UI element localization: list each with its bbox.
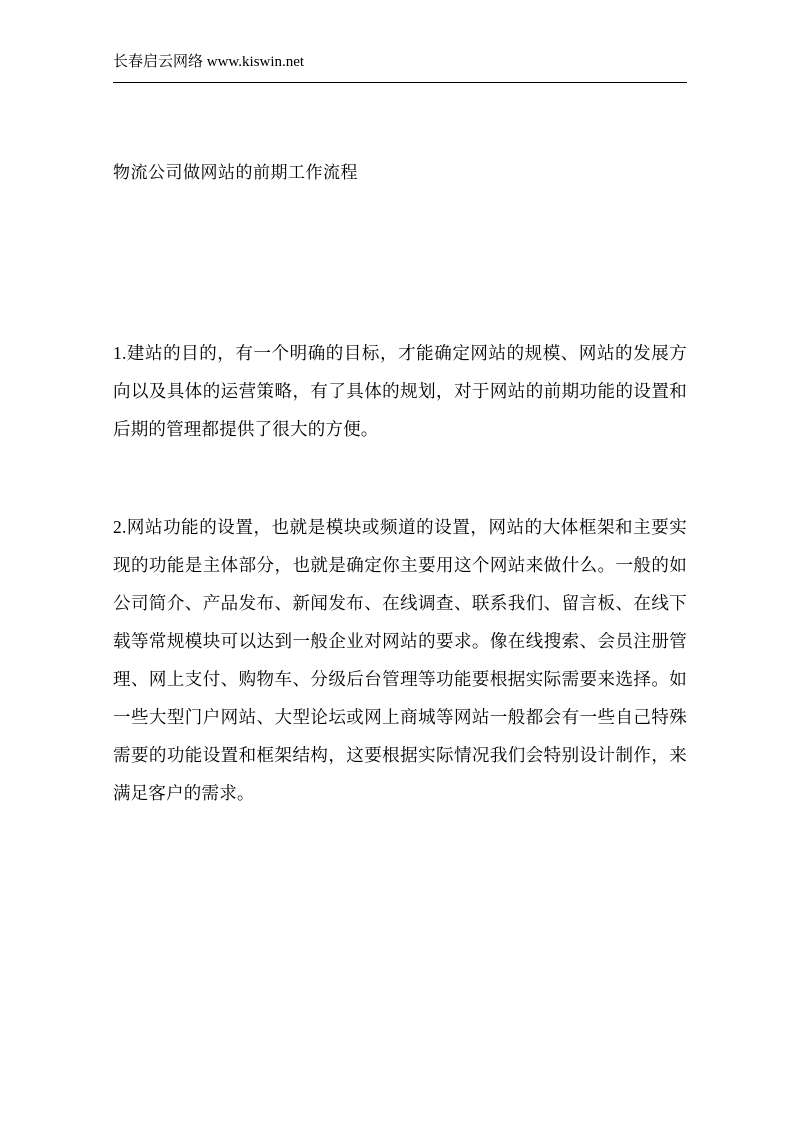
paragraph-1: 1.建站的目的，有一个明确的目标，才能确定网站的规模、网站的发展方向以及具体的运营策略，有了具体的规划，对于网站的前期功能的设置和后期的管理都提供了很大的方便。 bbox=[113, 343, 687, 439]
page-title: 物流公司做网站的前期工作流程 bbox=[113, 163, 358, 182]
header-company-line: 长春启云网络 www.kiswin.net bbox=[113, 54, 305, 70]
header-divider bbox=[113, 82, 687, 83]
paragraph-2: 2.网站功能的设置，也就是模块或频道的设置，网站的大体框架和主要实现的功能是主体部分，也就是确定你主要用这个网站来做什么。一般的如公司简介、产品发布、新闻发布、在线调查、联系我们、留言板、在线下载等常规模块可以达到一般企业对网站的要求。像在线搜索、会员注册管理、网上支付、购物车、分级后台管理等功能要根据实际需要来选择。如一些大型门户网站、大型论坛或网上商城等网站一般都会有一些自己特殊需要的功能设置和框架结构，这要根据实际情况我们会特别设计制作，来满足客户的需求。 bbox=[113, 517, 687, 803]
document-body bbox=[113, 160, 687, 812]
title-spacer bbox=[113, 186, 687, 334]
paragraph-spacer bbox=[113, 448, 687, 508]
page-header bbox=[113, 52, 687, 72]
